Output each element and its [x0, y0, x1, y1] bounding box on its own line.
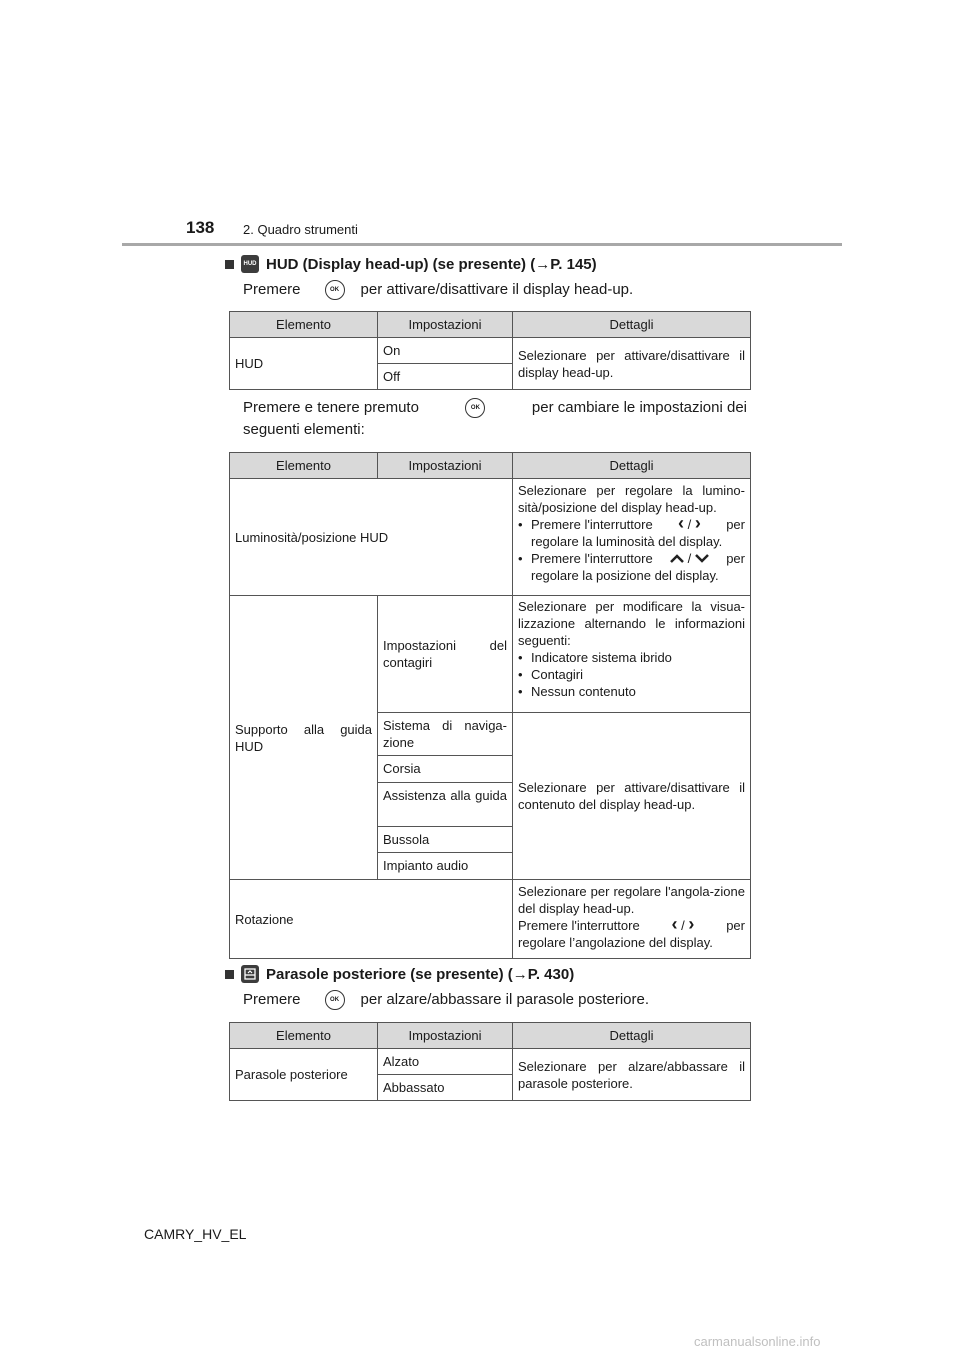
table-cell-setting: Impostazioni del contagiri	[378, 596, 513, 713]
rear-sunshade-icon	[241, 965, 259, 983]
chevron-left-icon: ‹	[678, 513, 685, 533]
hud-section-heading	[225, 255, 597, 273]
table-header: Impostazioni	[378, 453, 513, 479]
table-cell-details: Selezionare per attivare/disattivare il contenuto del display head-up.	[513, 713, 751, 880]
table-cell-setting: Impianto audio	[378, 853, 513, 880]
hud-section-title: HUD (Display head-up) (se presente) (→P. 145)	[266, 255, 597, 273]
list-item: • Contagiri	[518, 667, 584, 682]
shade-section-heading	[225, 965, 574, 983]
table-cell-details: Selezionare per attivare/disattivare il display head-up.	[513, 338, 751, 390]
table-cell-item: Parasole posteriore	[230, 1049, 378, 1101]
table-cell-setting: On	[378, 338, 513, 364]
table-cell-setting: Sistema di naviga-zione	[378, 713, 513, 756]
table-header: Impostazioni	[378, 1023, 513, 1049]
hud-icon: HUD	[241, 255, 259, 273]
square-bullet-icon	[225, 970, 234, 979]
footer-model-code: CAMRY_HV_EL	[144, 1226, 247, 1242]
chevron-right-icon: ›	[688, 914, 695, 934]
chevron-left-icon: ‹	[671, 914, 678, 934]
shade-table	[229, 1022, 751, 1101]
table-header: Dettagli	[513, 312, 751, 338]
header-divider	[122, 243, 842, 246]
table-cell-details: Selezionare per regolare la lumino-sità/posizione del display head-up. • Premere l'interruttore ‹ / › per regolare la luminosità del display. • Premere l'interruttore / per regolare la posizione del display.	[513, 479, 751, 596]
ok-button-icon: OK	[465, 398, 485, 418]
table-cell-item: Luminosità/posizione HUD	[230, 479, 513, 596]
chevron-up-icon	[670, 554, 684, 563]
table-header: Elemento	[230, 1023, 378, 1049]
table-header: Impostazioni	[378, 312, 513, 338]
shade-intro: Premere OK per alzare/abbassare il parasole posteriore.	[243, 991, 650, 1008]
table-cell-setting: Alzato	[378, 1049, 513, 1075]
chevron-down-icon	[695, 554, 709, 563]
hud-settings-table	[229, 452, 751, 959]
table-cell-details: Selezionare per alzare/abbassare il parasole posteriore.	[513, 1049, 751, 1101]
hud-intro: Premere OK per attivare/disattivare il display head-up.	[243, 281, 634, 298]
hud-table	[229, 311, 751, 390]
table-cell-item: Rotazione	[230, 880, 513, 959]
table-header: Dettagli	[513, 1023, 751, 1049]
table-cell-item: Supporto alla guida HUD	[230, 596, 378, 880]
hold-instructions: Premere e tenere premuto OK per cambiare le impostazioni dei seguenti elementi:	[243, 399, 747, 438]
list-item: • Nessun contenuto	[518, 684, 636, 699]
list-item: • Premere l'interruttore / per regolare la posizione del display.	[518, 551, 745, 583]
list-item: • Indicatore sistema ibrido	[518, 650, 672, 665]
watermark: carmanualsonline.info	[694, 1334, 821, 1349]
shade-section-title: Parasole posteriore (se presente) (→P. 430)	[266, 965, 575, 983]
table-cell-details: Selezionare per regolare l'angola-zione del display head-up. Premere l'interruttore ‹ / › per regolare l’angolazione del display.	[513, 880, 751, 959]
table-header: Dettagli	[513, 453, 751, 479]
table-cell-setting: Bussola	[378, 827, 513, 853]
table-cell-setting: Assistenza alla guida	[378, 783, 513, 827]
chapter-title: 2. Quadro strumenti	[243, 222, 358, 237]
table-cell-details: Selezionare per modificare la visua-lizzazione alternando le informazioni seguenti: • Indicatore sistema ibrido • Contagiri • Nessun contenuto	[513, 596, 751, 713]
table-header: Elemento	[230, 312, 378, 338]
ok-button-icon: OK	[325, 280, 345, 300]
table-cell-item: HUD	[230, 338, 378, 390]
table-cell-setting: Off	[378, 364, 513, 390]
list-item: • Premere l'interruttore ‹ / › per regolare la luminosità del display.	[518, 513, 745, 549]
chevron-right-icon: ›	[694, 513, 701, 533]
page-number: 138	[186, 218, 215, 237]
table-header: Elemento	[230, 453, 378, 479]
square-bullet-icon	[225, 260, 234, 269]
ok-button-icon: OK	[325, 990, 345, 1010]
table-cell-setting: Abbassato	[378, 1075, 513, 1101]
table-cell-setting: Corsia	[378, 756, 513, 783]
